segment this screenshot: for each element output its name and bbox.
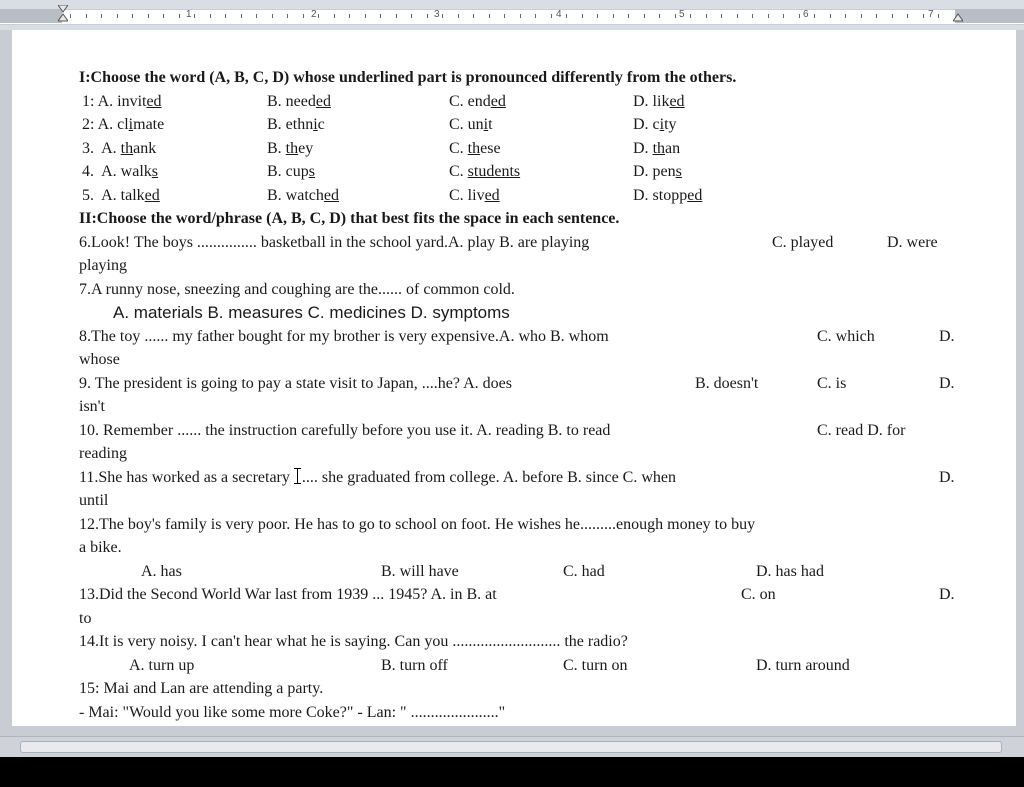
ruler-tick xyxy=(783,14,784,18)
q14-text: 14.It is very noisy. I can't hear what he is saying. Can you ........................... the radio? xyxy=(79,633,628,650)
ruler-number: 1 xyxy=(186,9,192,20)
q10-text: 10. Remember ...... the instruction carefully before you use it. A. reading B. to read xyxy=(79,421,611,439)
q13-option-c: C. on xyxy=(741,586,776,603)
ruler-number: 3 xyxy=(434,9,440,20)
q13-option-d: D. xyxy=(939,586,955,603)
q9-line xyxy=(79,372,964,396)
ruler-number: 4 xyxy=(556,9,562,20)
ruler-tick xyxy=(861,14,862,18)
ruler-tick xyxy=(179,14,180,18)
ruler-tick xyxy=(876,14,877,18)
q9-option-d: D. xyxy=(939,374,955,392)
q1-option-c: C. ended xyxy=(449,92,506,110)
ruler-number: 6 xyxy=(803,9,809,20)
ruler-tick xyxy=(504,14,505,18)
q7-text: 7.A runny nose, sneezing and coughing are the...... of common cold. xyxy=(79,280,515,298)
ruler-tick xyxy=(349,14,350,18)
ruler-right-margin xyxy=(955,9,1024,23)
ruler-tick xyxy=(272,14,273,18)
ruler-tick xyxy=(458,14,459,18)
q4-option-c: C. students xyxy=(449,163,521,180)
ruler-tick xyxy=(86,14,87,18)
q12-wrap: a bike. xyxy=(79,539,122,556)
ruler-tick xyxy=(489,14,490,18)
ruler-tick xyxy=(396,14,397,18)
q5-option-b: B. watched xyxy=(267,186,339,204)
q15-dialogue: - Mai: "Would you like some more Coke?" - Lan: " ......................" xyxy=(79,703,506,721)
ruler-left-margin xyxy=(0,9,62,23)
ruler-tick xyxy=(303,14,304,18)
q12-option-b: B. will have xyxy=(381,562,459,580)
q12-options xyxy=(79,560,964,584)
ruler-tick xyxy=(70,14,71,18)
q6-option-c: C. played xyxy=(772,233,834,251)
q7-options: A. materials B. measures C. medicines D. symptoms xyxy=(113,303,510,322)
ruler-tick xyxy=(101,14,102,18)
q12-option-a: A. has xyxy=(141,562,182,580)
q6-wrap: playing xyxy=(79,257,127,274)
ruler-tick xyxy=(706,14,707,18)
ruler-tick xyxy=(411,14,412,18)
q14-option-c: C. turn on xyxy=(563,656,628,674)
ruler-tick xyxy=(845,14,846,18)
ruler-tick xyxy=(737,14,738,18)
q2-option-d: D. city xyxy=(633,116,677,133)
document-content[interactable] xyxy=(79,66,964,724)
ruler-tick xyxy=(830,14,831,18)
q5-option-d: D. stopped xyxy=(633,186,703,204)
q9-option-b: B. doesn't xyxy=(695,374,759,392)
ruler-tick xyxy=(256,14,257,18)
ruler xyxy=(0,0,1024,31)
ruler-tick xyxy=(520,14,521,18)
ruler-tick xyxy=(148,14,149,18)
q10-line xyxy=(79,419,964,443)
q5-row xyxy=(79,184,964,208)
q2-option-c: C. unit xyxy=(449,116,493,133)
ruler-tick xyxy=(194,14,195,18)
q13-text: 13.Did the Second World War last from 1939 ... 1945? A. in B. at xyxy=(79,586,497,603)
q14-option-a: A. turn up xyxy=(129,656,195,674)
q14-option-b: B. turn off xyxy=(381,656,448,674)
q1-row xyxy=(79,90,964,114)
ruler-tick xyxy=(814,14,815,18)
q9-text: 9. The president is going to pay a state visit to Japan, ....he? A. does xyxy=(79,374,512,392)
q12-option-d: D. has had xyxy=(756,562,824,580)
q8-option-d: D. xyxy=(939,327,955,345)
ruler-tick xyxy=(442,14,443,18)
q5-option-a: 5. A. talked xyxy=(82,186,160,204)
horizontal-scrollbar[interactable] xyxy=(0,736,1024,757)
ruler-tick xyxy=(365,14,366,18)
ruler-tick xyxy=(597,14,598,18)
q11-wrap: until xyxy=(79,492,109,509)
section1-heading: I:Choose the word (A, B, C, D) whose underlined part is pronounced differently from the others. xyxy=(79,69,737,86)
q4-option-b: B. cups xyxy=(267,163,316,180)
q3-option-c: C. these xyxy=(449,139,501,157)
q10-option-cd: C. read D. for xyxy=(817,421,906,439)
ruler-tick xyxy=(210,14,211,18)
ruler-tick xyxy=(907,14,908,18)
q6-text: 6.Look! The boys ............... basketball in the school yard.A. play B. are playing xyxy=(79,233,590,251)
ruler-number: 7 xyxy=(928,9,934,20)
ruler-tick xyxy=(613,14,614,18)
ruler-tick xyxy=(566,14,567,18)
q12-option-c: C. had xyxy=(563,562,605,580)
ruler-tick xyxy=(132,14,133,18)
ruler-tick xyxy=(768,14,769,18)
q6-line xyxy=(79,231,964,255)
q9-option-c: C. is xyxy=(817,374,847,392)
q12-text: 12.The boy's family is very poor. He has to go to school on foot. He wishes he.........enough money to buy xyxy=(79,515,756,533)
ruler-tick xyxy=(380,14,381,18)
ruler-tick xyxy=(287,14,288,18)
ruler-tick xyxy=(938,14,939,18)
right-indent-marker[interactable] xyxy=(953,5,963,23)
q9-wrap: isn't xyxy=(79,398,105,415)
q3-option-b: B. they xyxy=(267,139,314,157)
ruler-tick xyxy=(659,14,660,18)
document-page[interactable] xyxy=(12,30,1016,726)
q1-option-a: 1: A. invited xyxy=(82,92,162,110)
ruler-strip xyxy=(0,9,1024,25)
q8-option-c: C. which xyxy=(817,327,875,345)
ruler-tick xyxy=(923,14,924,18)
ruler-tick xyxy=(473,14,474,18)
ruler-tick xyxy=(241,14,242,18)
q4-option-a: 4. A. walks xyxy=(82,163,159,180)
ruler-tick xyxy=(628,14,629,18)
q13-line xyxy=(79,583,964,607)
ruler-tick xyxy=(535,14,536,18)
q2-option-a: 2: A. climate xyxy=(82,116,165,133)
ruler-tick xyxy=(334,14,335,18)
ruler-tick xyxy=(644,14,645,18)
q11-option-d: D. xyxy=(939,468,955,486)
q11-text-before: 11.She has worked as a secretary xyxy=(79,468,290,486)
q5-option-c: C. lived xyxy=(449,186,500,204)
q15-text: 15: Mai and Lan are attending a party. xyxy=(79,680,324,697)
q13-wrap: to xyxy=(79,609,92,627)
ruler-tick xyxy=(892,14,893,18)
ruler-tick xyxy=(799,14,800,18)
ruler-number: 2 xyxy=(311,9,317,20)
q3-option-a: 3. A. thank xyxy=(82,139,157,157)
q6-option-d: D. were xyxy=(887,233,938,251)
q2-row xyxy=(79,113,964,137)
text-cursor-icon xyxy=(294,468,302,484)
ruler-tick xyxy=(225,14,226,18)
q3-option-d: D. than xyxy=(633,139,681,157)
ruler-tick xyxy=(582,14,583,18)
ruler-tick xyxy=(427,14,428,18)
q8-wrap: whose xyxy=(79,351,120,368)
q10-wrap: reading xyxy=(79,445,127,462)
q14-options xyxy=(79,654,964,678)
q11-line xyxy=(79,466,964,490)
ruler-tick xyxy=(721,14,722,18)
ruler-tick xyxy=(163,14,164,18)
q1-option-b: B. needed xyxy=(267,92,331,110)
q14-option-d: D. turn around xyxy=(756,656,850,674)
scrollbar-thumb[interactable] xyxy=(20,741,1002,753)
left-indent-marker[interactable] xyxy=(58,5,68,23)
ruler-tick xyxy=(318,14,319,18)
ruler-tick xyxy=(117,14,118,18)
q11-text-after: .... she graduated from college. A. before B. since C. when xyxy=(301,468,676,486)
q8-line xyxy=(79,325,964,349)
ruler-tick xyxy=(675,14,676,18)
q1-option-d: D. liked xyxy=(633,92,685,110)
ruler-tick xyxy=(690,14,691,18)
ruler-tick xyxy=(752,14,753,18)
q2-option-b: B. ethnic xyxy=(267,116,325,133)
q11-text xyxy=(79,466,676,490)
q3-row xyxy=(79,137,964,161)
q4-row xyxy=(79,160,964,184)
q4-option-d: D. pens xyxy=(633,163,682,180)
section2-heading: II:Choose the word/phrase (A, B, C, D) that best fits the space in each sentence. xyxy=(79,210,620,227)
document-area[interactable] xyxy=(0,30,1024,736)
ruler-tick xyxy=(551,14,552,18)
ruler-number: 5 xyxy=(679,9,685,20)
q8-text: 8.The toy ...... my father bought for my brother is very expensive.A. who B. whom xyxy=(79,327,609,345)
